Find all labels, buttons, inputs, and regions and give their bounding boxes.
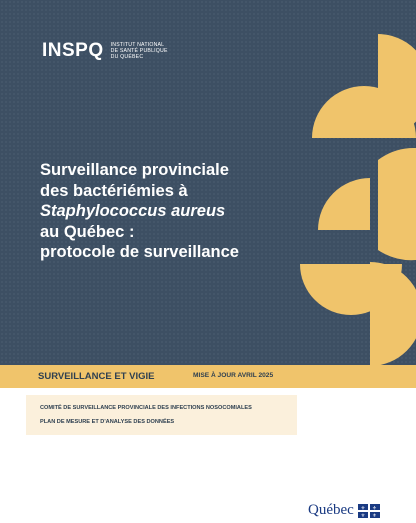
title-line: Surveillance provinciale <box>40 161 229 179</box>
category-label: SURVEILLANCE ET VIGIE <box>38 371 155 382</box>
inspq-logo <box>42 40 168 62</box>
update-date: MISE À JOUR AVRIL 2025 <box>193 372 274 379</box>
title-line-species: Staphylococcus aureus <box>40 202 226 220</box>
deco-quarter-mid <box>318 178 370 230</box>
committee-name: COMITÉ DE SURVEILLANCE PROVINCIALE DES INFECTIONS NOSOCOMIALES <box>40 405 252 411</box>
title-line: protocole de surveillance <box>40 243 239 261</box>
logo-line: INSTITUT NATIONAL <box>110 42 165 48</box>
document-title <box>40 160 310 263</box>
logo-line: DU QUÉBEC <box>110 54 144 60</box>
category-band <box>0 365 416 388</box>
svg-text:⚜: ⚜ <box>360 512 366 518</box>
deco-half-mid-right <box>378 148 416 260</box>
deco-half-lower-right <box>370 262 416 365</box>
plan-name: PLAN DE MESURE ET D'ANALYSE DES DONNÉES <box>40 419 175 425</box>
svg-text:⚜: ⚜ <box>372 512 377 518</box>
quebec-logo <box>308 503 380 518</box>
title-line: des bactériémies à <box>40 181 188 200</box>
deco-half-circle-top-left <box>312 86 364 138</box>
info-box <box>26 395 297 435</box>
quebec-flag-icon <box>358 504 380 518</box>
svg-text:⚜: ⚜ <box>372 505 377 511</box>
logo-institution-name <box>111 42 168 60</box>
logo-mark: INSPQ <box>42 40 104 61</box>
deco-half-circle-right-top <box>378 34 416 138</box>
quebec-wordmark: Québec <box>308 502 354 518</box>
svg-text:⚜: ⚜ <box>360 505 366 511</box>
title-line: au Québec : <box>40 222 135 241</box>
logo-line: DE SANTÉ PUBLIQUE <box>110 48 168 54</box>
